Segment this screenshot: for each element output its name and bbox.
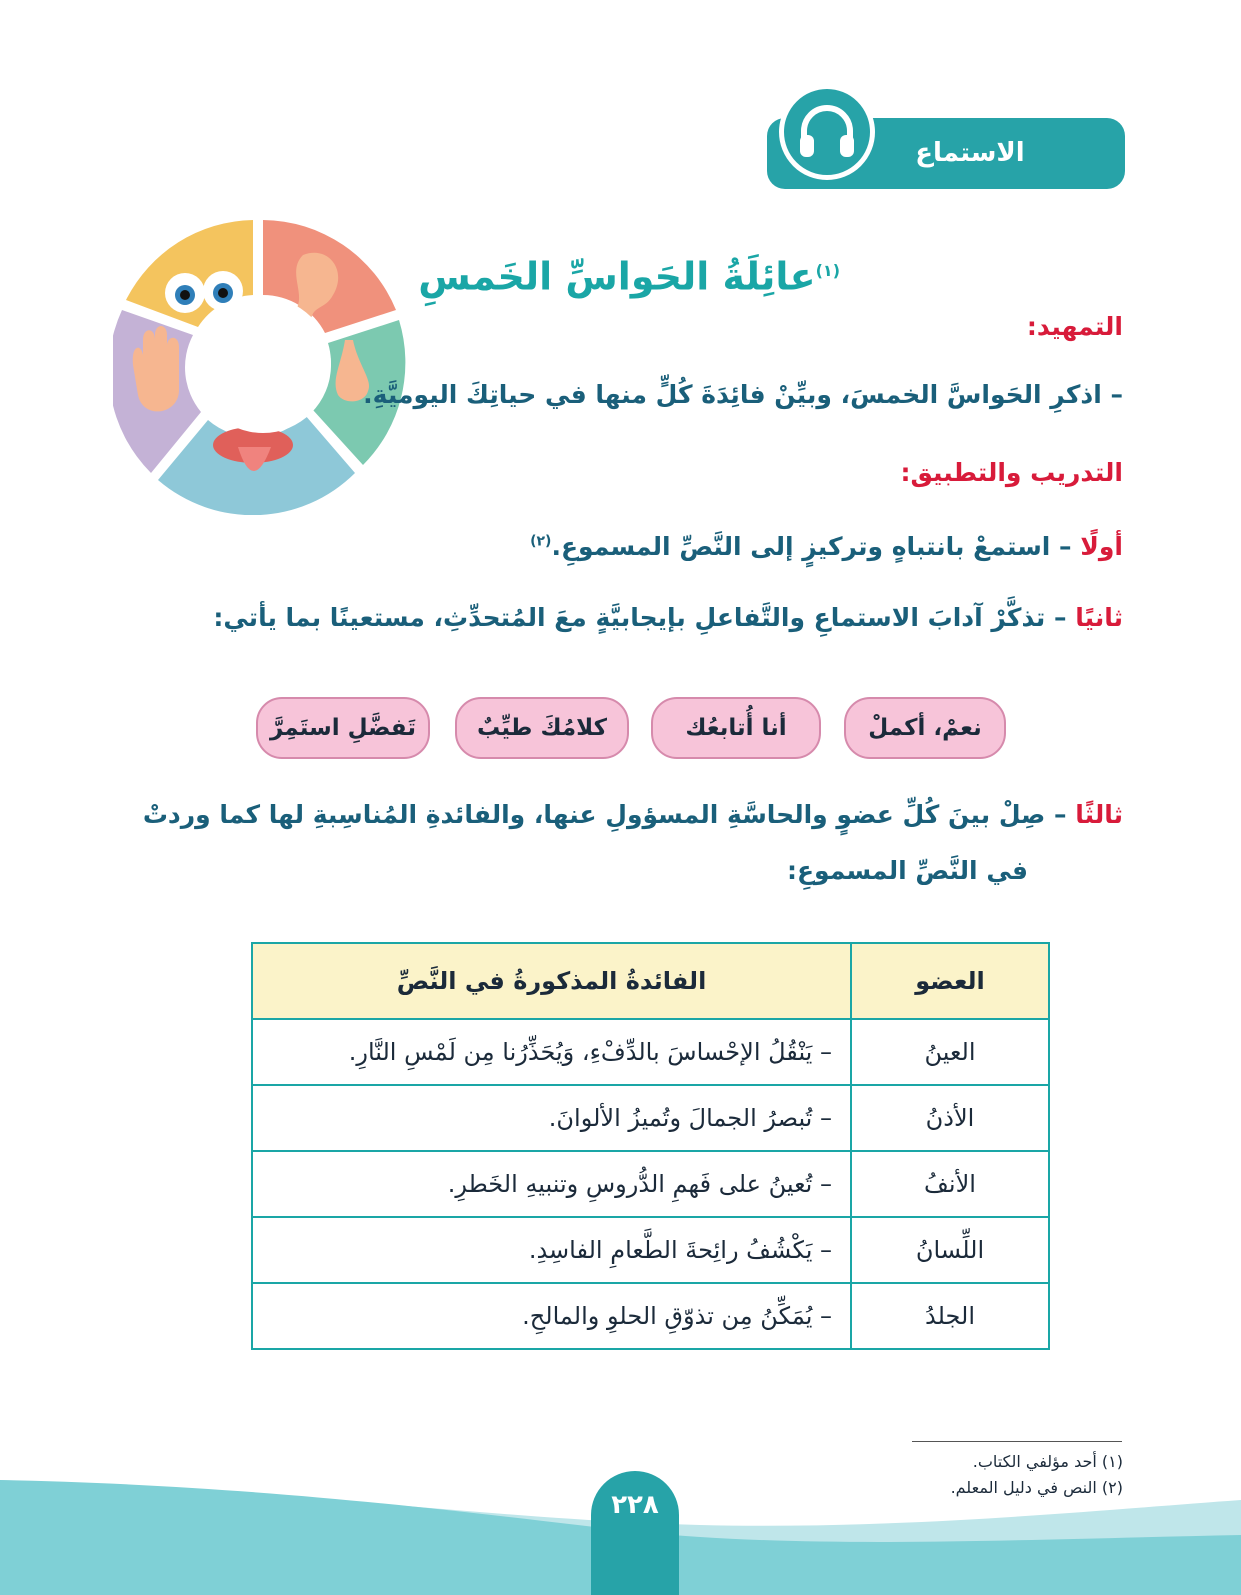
organ-cell: الأذنُ — [851, 1085, 1049, 1151]
phrase-chip: أنا أُتابعُك — [651, 697, 821, 759]
title-footnote-marker: (١) — [815, 261, 840, 280]
table-header-row — [252, 943, 1049, 1019]
first-text: – استمعْ بانتباهٍ وتركيزٍ إلى النَّصِّ المسموعِ. — [551, 532, 1072, 561]
intro-heading: التمهيد: — [1026, 312, 1123, 341]
third-text-line1: – صِلْ بينَ كُلِّ عضوٍ والحاسَّةِ المسؤولِ عنها، والفائدةِ المُناسِبةِ لها كما وردتْ — [142, 800, 1067, 829]
matching-table — [251, 942, 1050, 1350]
first-label: أولًا — [1080, 532, 1123, 561]
headphones-badge — [779, 84, 875, 180]
header-benefit: الفائدةُ المذكورةُ في النَّصِّ — [252, 943, 851, 1019]
section-title: الاستماع — [915, 138, 1025, 168]
benefit-cell: – يَكْشُفُ رائِحةَ الطَّعامِ الفاسِدِ. — [252, 1217, 851, 1283]
footnote-2: (٢) النص في دليل المعلم. — [950, 1478, 1123, 1497]
first-footnote-marker: (٢) — [530, 533, 552, 550]
header-organ: العضو — [851, 943, 1049, 1019]
phrase-chip: كلامُكَ طيِّبٌ — [455, 697, 629, 759]
phrase-chip: تَفضَّلِ استَمِرَّ — [256, 697, 430, 759]
third-label: ثالثًا — [1075, 800, 1123, 829]
page-number: ٢٢٨ — [591, 1471, 679, 1595]
second-label: ثانيًا — [1075, 603, 1123, 632]
table-row — [252, 1217, 1049, 1283]
organ-cell: الجلدُ — [851, 1283, 1049, 1349]
practice-heading: التدريب والتطبيق: — [900, 458, 1123, 487]
benefit-cell: – يَنْقُلُ الإحْساسَ بالدِّفْءِ، وَيُحَذِّرُنا مِن لَمْسِ النَّارِ. — [252, 1019, 851, 1085]
footnote-1: (١) أحد مؤلفي الكتاب. — [972, 1452, 1123, 1471]
intro-bullet: – اذكرِ الحَواسَّ الخمسَ، وبيِّنْ فائِدَةَ كُلٍّ منها في حياتِكَ اليوميَّةِ. — [363, 380, 1123, 409]
second-text: – تذكَّرْ آدابَ الاستماعِ والتَّفاعلِ بإيجابيَّةٍ معَ المُتحدِّثِ، مستعينًا بما يأتي: — [213, 603, 1067, 632]
organ-cell: الأنفُ — [851, 1151, 1049, 1217]
organ-cell: اللِّسانُ — [851, 1217, 1049, 1283]
table-row — [252, 1283, 1049, 1349]
table-row — [252, 1019, 1049, 1085]
organ-cell: العينُ — [851, 1019, 1049, 1085]
footnote-divider — [912, 1441, 1122, 1442]
table-row — [252, 1085, 1049, 1151]
phrase-chip: نعمْ، أكملْ — [844, 697, 1006, 759]
senses-wheel-illustration — [113, 215, 413, 515]
third-instruction — [143, 800, 1123, 829]
third-text-line2: في النَّصِّ المسموعِ: — [786, 856, 1028, 885]
table-row — [252, 1151, 1049, 1217]
benefit-cell: – تُعينُ على فَهمِ الدُّروسِ وتنبيهِ الخَطرِ. — [252, 1151, 851, 1217]
lesson-title — [418, 236, 840, 306]
headphones-icon — [796, 101, 858, 163]
lesson-title-text: عائِلَةُ الحَواسِّ الخَمسِ — [418, 254, 816, 299]
first-instruction — [530, 532, 1123, 561]
benefit-cell: – تُبصرُ الجمالَ وتُميزُ الألوانَ. — [252, 1085, 851, 1151]
second-instruction — [213, 603, 1123, 632]
benefit-cell: – يُمَكِّنُ مِن تذوّقِ الحلوِ والمالحِ. — [252, 1283, 851, 1349]
